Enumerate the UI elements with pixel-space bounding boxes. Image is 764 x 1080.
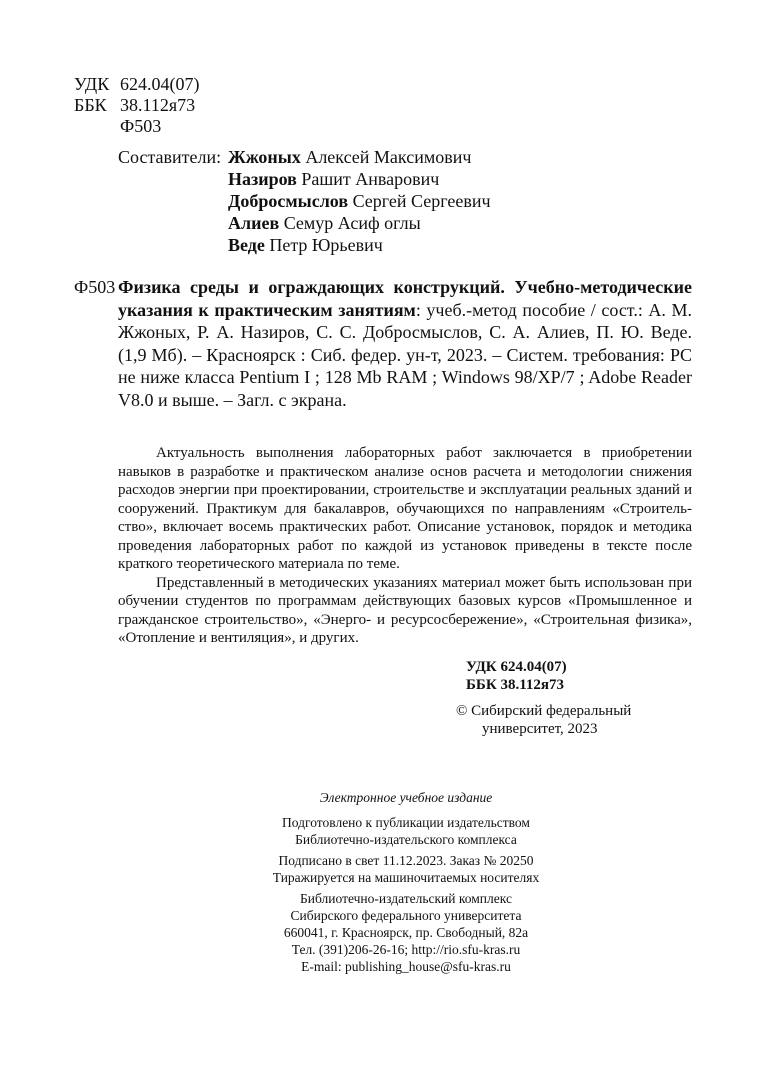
compiler-surname: Алиев (228, 213, 280, 233)
record-title: Физика среды и ограждающих конструкций. Учебно-методические указания к практическим занятиям (118, 277, 692, 320)
compiler-surname: Назиров (228, 169, 297, 189)
bbk-row (74, 95, 200, 116)
author-mark: Ф503 (120, 116, 162, 136)
publication-info (0, 852, 764, 886)
compiler-surname: Жжоных (228, 147, 301, 167)
edition-type (0, 789, 764, 806)
compiler-surname: Добросмыслов (228, 191, 349, 211)
record-details: : учеб.-метод пособие / сост.: А. М. Жжоных, Р. А. Назиров, С. С. Добросмыслов, С. А. Алиев, П. Ю. Веде. (1,9 Мб). – Красноярск : Сиб. федер. ун-т, 2023. – Систем. требования: PC не ниже класса Pentium I ; 128 Mb RAM ; Windows 98/XP/7 ; Adobe Reader V8.0 и выше. – Загл. с экрана. (118, 299, 692, 410)
record-code: Ф503 (74, 277, 116, 297)
publisher-info (0, 890, 764, 975)
udk-value: 624.04(07) (120, 74, 200, 94)
edition-type-text: Электронное учебное издание (319, 790, 493, 805)
bibliographic-record (118, 276, 692, 411)
compiler-name: Сергей Сергеевич (352, 191, 491, 211)
prepared-by (0, 814, 764, 848)
publisher-email: E-mail: publishing_house@sfu-kras.ru (301, 959, 511, 974)
imprint-line: Библиотечно-издательского комплекса (295, 832, 517, 847)
udk-label: УДК (74, 74, 110, 94)
imprint-line: Библиотечно-издательский комплекс (300, 891, 512, 906)
copyright-notice (456, 702, 631, 738)
compiler-row (118, 168, 491, 190)
compilers-label: Составители: (118, 147, 222, 167)
compiler-row (118, 146, 491, 168)
imprint-line: Подготовлено к публикации издательством (282, 815, 530, 830)
right-classification (466, 658, 567, 694)
bbk-label: ББК (74, 95, 107, 115)
compiler-name: Семур Асиф оглы (283, 213, 421, 233)
compilers-block (118, 146, 491, 256)
copyright-line: © Сибирский федеральный (456, 703, 632, 719)
compiler-surname: Веде (228, 235, 265, 255)
abstract (118, 444, 692, 648)
compiler-name: Петр Юрьевич (269, 235, 383, 255)
right-bbk: ББК 38.112я73 (466, 677, 564, 693)
imprint-line: Подписано в свет 11.12.2023. Заказ № 20250 (278, 853, 534, 868)
compiler-name: Рашит Анварович (301, 169, 440, 189)
compiler-row (118, 234, 491, 256)
compiler-name: Алексей Максимович (305, 147, 472, 167)
publisher-address: 660041, г. Красноярск, пр. Свободный, 82а (283, 925, 529, 940)
abstract-paragraph: Представленный в методических указаниях материал может быть использован при обучении студентов по программам действующих базовых курсов «Промышленное и гражданское строительство», «Энерго- и ресурсосбережение», «Строительная физика», «Отопление и вентиляция», и других. (118, 574, 692, 646)
abstract-paragraph: Актуальность выполнения лабораторных работ заключается в приобретении навыков в разработке и практическом анализе основ расчета и методологии снижения расходов энергии при проектировании, строительстве и эксплуатации реальных зданий и сооружений. Практикум для бакалавров, обучающихся по направлениям «Строительство», включает восемь практических работ. Описание установок, порядок и методика проведения лабораторных работ по каждой из установок приведены в тексте после краткого теоретического материала по теме. (118, 445, 692, 572)
classification-codes (74, 74, 200, 137)
compiler-row (118, 190, 491, 212)
publisher-phone: Тел. (391)206-26-16; http://rio.sfu-kras.ru (291, 942, 521, 957)
imprint-line: Тиражируется на машиночитаемых носителях (272, 870, 540, 885)
right-udk: УДК 624.04(07) (466, 659, 567, 675)
udk-row (74, 74, 200, 95)
imprint-line: Сибирского федерального университета (290, 908, 522, 923)
bbk-value: 38.112я73 (120, 95, 196, 115)
compiler-row (118, 212, 491, 234)
copyright-line: университет, 2023 (482, 721, 598, 737)
